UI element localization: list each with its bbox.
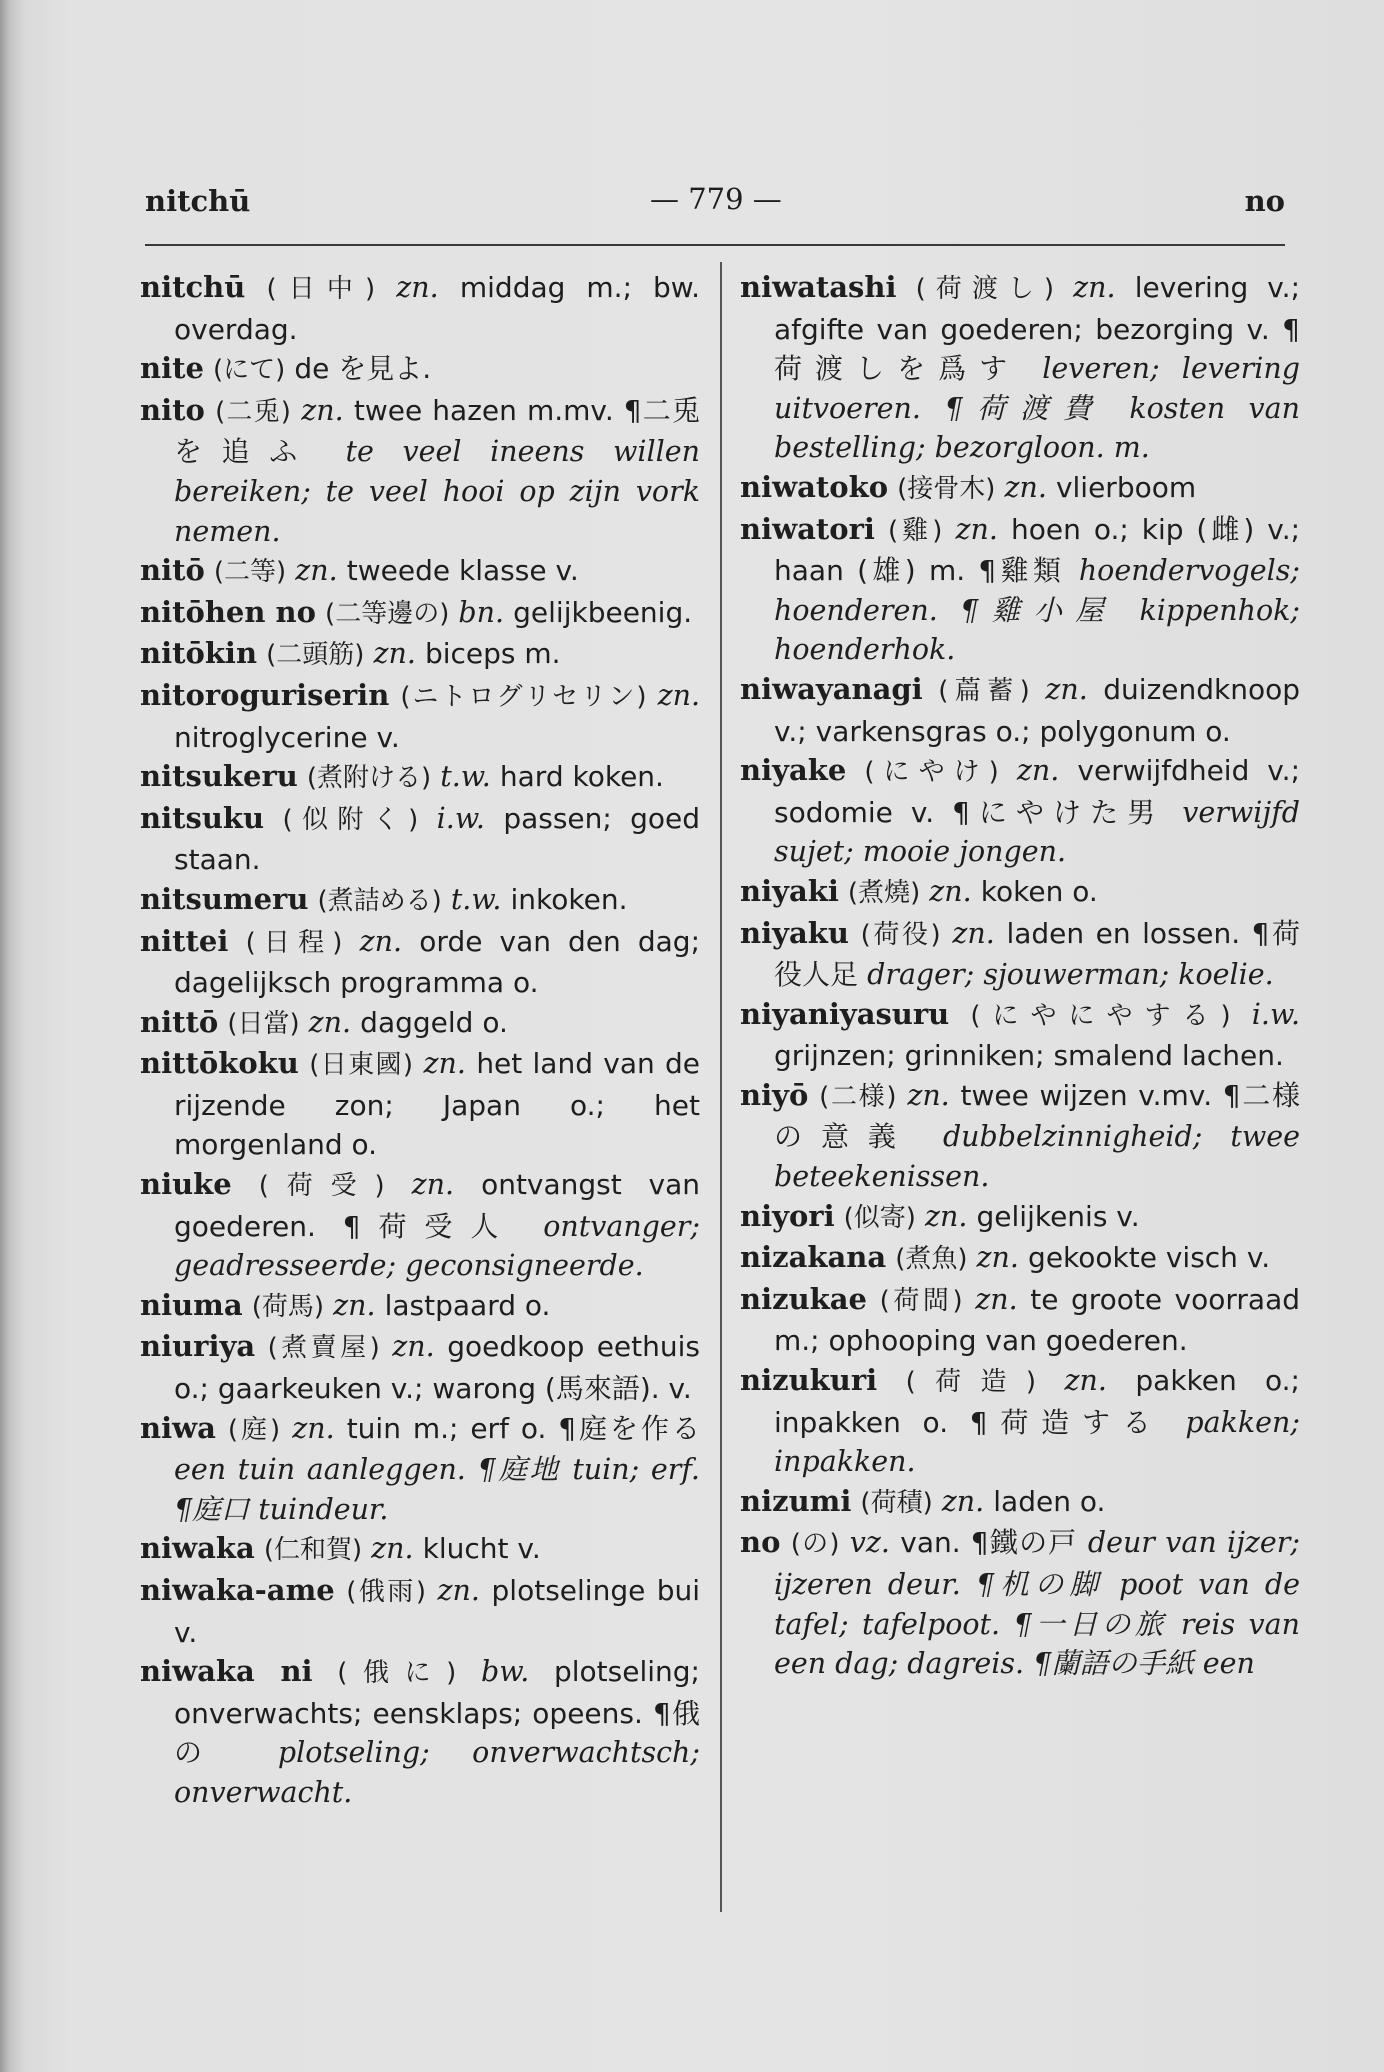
definition: grijnzen; grinniken; smalend lachen. — [774, 1039, 1284, 1073]
dictionary-entry — [140, 1044, 700, 1165]
dictionary-entry — [740, 914, 1300, 995]
example: dubbelzinnigheid; twee beteekenissen. — [774, 1120, 1300, 1194]
dictionary-entry — [140, 349, 700, 391]
kanji-form: (煮賣屋) — [267, 1333, 380, 1364]
dictionary-entry — [140, 634, 700, 676]
headword: nitsukeru — [140, 759, 298, 794]
header-rule — [145, 244, 1285, 246]
kanji-form: (荷積) — [860, 1487, 933, 1518]
definition: daggeld o. — [360, 1005, 508, 1039]
grammar-label: bn. — [458, 595, 505, 629]
headword: nittei — [140, 923, 229, 958]
grammar-label: t.w. — [440, 760, 491, 794]
grammar-label: zn. — [423, 1047, 466, 1081]
example: een tuin aanleggen. ¶庭地 tuin; erf. ¶庭口 tuindeur. — [174, 1453, 700, 1526]
running-head-right: no — [1244, 184, 1285, 218]
dictionary-entry — [140, 1529, 700, 1571]
headword: niwatoko — [740, 469, 889, 504]
kanji-form: (荷受) — [258, 1171, 385, 1202]
headword: nizakana — [740, 1240, 887, 1275]
kanji-form: (雞) — [888, 515, 943, 546]
headword: niyaniyasuru — [740, 996, 950, 1031]
grammar-label: zn. — [976, 1241, 1019, 1275]
grammar-label: zn. — [411, 1168, 455, 1202]
example: plotseling; onverwachtsch; onverwacht. — [174, 1736, 700, 1809]
headword: nittō — [140, 1004, 219, 1039]
kanji-form: (煮燒) — [847, 877, 921, 908]
headword: nitsumeru — [140, 881, 309, 916]
running-head — [145, 184, 1285, 224]
headword: niuriya — [140, 1329, 256, 1364]
definition: gelijkenis v. — [976, 1199, 1140, 1233]
definition: twee hazen m.mv. ¶二兎を追ふ — [174, 393, 700, 469]
headword: nitōkin — [140, 636, 258, 671]
kanji-form: (二等邊の) — [325, 598, 450, 629]
grammar-label: zn. — [437, 1574, 480, 1607]
grammar-label: zn. — [975, 1282, 1018, 1316]
headword: niyaki — [740, 873, 839, 908]
grammar-label: bw. — [481, 1655, 530, 1689]
grammar-label: zn. — [1045, 672, 1088, 706]
left-column — [140, 268, 700, 1813]
grammar-label: zn. — [929, 874, 972, 908]
dictionary-entry — [140, 1003, 700, 1045]
definition: plotseling; onverwachts; eensklaps; opeens. ¶俄の — [174, 1655, 700, 1770]
grammar-label: i.w. — [1251, 997, 1301, 1031]
headword: niyori — [740, 1198, 835, 1233]
definition: klucht v. — [422, 1532, 541, 1566]
definition: tuin m.; erf o. ¶庭を作る — [346, 1411, 700, 1445]
grammar-label: zn. — [295, 554, 338, 588]
definition: de を見よ. — [294, 352, 432, 386]
definition: hoen o.; kip (雌) v.; haan (雄) m. ¶雞類 — [774, 512, 1301, 588]
definition: twee wijzen v.mv. ¶二様の意義 — [774, 1078, 1300, 1154]
definition: lastpaard o. — [384, 1288, 551, 1322]
grammar-label: zn. — [371, 1532, 414, 1566]
grammar-label: zn. — [396, 271, 439, 304]
dictionary-entry — [740, 1076, 1300, 1197]
grammar-label: t.w. — [450, 882, 502, 916]
headword: niwaka — [140, 1531, 255, 1566]
definition: ontvangst van goederen. ¶荷受人 — [174, 1168, 701, 1243]
headword: niwayanagi — [740, 671, 923, 706]
definition: inkoken. — [510, 882, 628, 916]
definition: duizendknoop v.; varkensgras o.; polygonum o. — [774, 672, 1301, 748]
kanji-form: (日程) — [245, 927, 343, 958]
headword: niyake — [740, 753, 847, 788]
definition: levering v.; afgifte van goederen; bezorging v. ¶荷渡しを爲す — [774, 271, 1301, 386]
dictionary-entry — [140, 1327, 700, 1408]
kanji-form: (二様) — [819, 1081, 897, 1112]
definition: te groote voorraad m.; ophooping van goederen. — [774, 1282, 1300, 1358]
dictionary-entry — [140, 1652, 700, 1812]
headword: niwatori — [740, 511, 875, 546]
headword: nito — [140, 392, 205, 427]
grammar-label: zn. — [292, 1411, 335, 1445]
definition: gelijkbeenig. — [513, 595, 693, 629]
definition: het land van de rijzende zon; Japan o.; het morgenland o. — [174, 1047, 700, 1162]
grammar-label: zn. — [1016, 754, 1060, 788]
kanji-form: (二等) — [213, 557, 287, 588]
headword: nitōhen no — [140, 594, 316, 629]
headword: nizukuri — [740, 1363, 878, 1398]
kanji-form: (にやにやする) — [970, 1000, 1231, 1031]
headword: no — [740, 1525, 781, 1560]
headword: niyaku — [740, 915, 849, 950]
definition: goedkoop eethuis o.; gaarkeuken v.; warong (馬來語). v. — [174, 1330, 700, 1406]
definition: plotselinge bui v. — [174, 1574, 700, 1649]
dictionary-entry — [140, 551, 700, 593]
dictionary-entry — [140, 1165, 700, 1286]
grammar-label: zn. — [1073, 271, 1116, 304]
kanji-form: (日中) — [266, 274, 376, 304]
headword: nizukae — [740, 1281, 867, 1316]
definition: vlierboom — [1055, 470, 1197, 504]
headword: nitsuku — [140, 800, 265, 835]
definition: gekookte visch v. — [1028, 1241, 1271, 1275]
dictionary-entry — [740, 872, 1300, 914]
definition: middag m.; bw. overdag. — [174, 271, 701, 346]
kanji-form: (俄雨) — [346, 1577, 426, 1607]
dictionary-entry — [740, 1361, 1300, 1482]
kanji-form: (仁和賀) — [263, 1535, 363, 1566]
definition: passen; goed staan. — [174, 801, 701, 877]
grammar-label: zn. — [1064, 1364, 1107, 1398]
example: deur van ijzer; ijzeren deur. ¶机の脚 poot van de tafel; tafelpoot. ¶一日の旅 reis van een dag; dagreis. ¶蘭語の手紙 een — [774, 1526, 1301, 1681]
column-divider — [720, 262, 722, 1912]
headword: niuke — [140, 1167, 232, 1202]
headword: nitchū — [140, 270, 246, 304]
kanji-form: (二兎) — [215, 396, 291, 427]
page-number: — 779 — — [650, 182, 782, 216]
definition: laden o. — [993, 1484, 1106, 1518]
grammar-label: zn. — [955, 512, 998, 546]
example: ontvanger; geadresseerde; geconsigneerde. — [174, 1209, 701, 1283]
headword: nitoroguriserin — [140, 677, 390, 712]
running-head-left: nitchū — [145, 184, 251, 218]
kanji-form: (荷閊) — [879, 1285, 963, 1316]
example: pakken; inpakken. — [774, 1405, 1300, 1479]
dictionary-entry — [740, 268, 1300, 468]
kanji-form: (日當) — [227, 1008, 300, 1039]
grammar-label: zn. — [333, 1288, 376, 1322]
dictionary-entry — [740, 1280, 1300, 1361]
kanji-form: (荷馬) — [251, 1291, 325, 1322]
dictionary-entry — [740, 468, 1300, 510]
headword: nittōkoku — [140, 1046, 299, 1081]
example: te veel ineens willen bereiken; te veel hooi op zijn vork nemen. — [174, 435, 700, 548]
dictionary-entry — [140, 593, 700, 635]
dictionary-entry — [740, 1482, 1300, 1524]
kanji-form: (煮魚) — [895, 1244, 968, 1275]
headword: niwaka-ame — [140, 1573, 335, 1607]
grammar-label: zn. — [925, 1199, 968, 1233]
headword: niwatashi — [740, 270, 897, 304]
kanji-form: (似附く) — [282, 804, 419, 835]
grammar-label: zn. — [301, 393, 344, 427]
headword: nite — [140, 351, 204, 386]
dictionary-entry — [140, 799, 700, 880]
dictionary-entry — [740, 751, 1300, 872]
grammar-label: zn. — [359, 924, 403, 958]
grammar-label: zn. — [308, 1005, 352, 1039]
kanji-form: (煮附ける) — [306, 763, 432, 794]
grammar-label: vz. — [849, 1526, 890, 1560]
definition: tweede klasse v. — [346, 554, 579, 588]
dictionary-entry — [740, 1197, 1300, 1239]
kanji-form: (俄に) — [337, 1658, 457, 1689]
kanji-form: (荷役) — [860, 919, 941, 950]
kanji-form: (にて) — [213, 355, 286, 386]
dictionary-entry — [140, 1409, 700, 1530]
kanji-form: (荷渡し) — [915, 274, 1055, 304]
definition: van. ¶鐵の戸 — [900, 1526, 1078, 1560]
example: leveren; levering uitvoeren. ¶荷渡費 kosten van bestelling; bezorgloon. m. — [774, 352, 1300, 465]
headword: nizumi — [740, 1483, 852, 1518]
dictionary-entry — [140, 676, 700, 757]
definition: hard koken. — [499, 760, 664, 794]
right-column — [740, 268, 1300, 1684]
kanji-form: (萹蓄) — [938, 675, 1030, 706]
example: verwijfd sujet; mooie jongen. — [774, 795, 1300, 869]
grammar-label: zn. — [941, 1484, 985, 1518]
grammar-label: zn. — [952, 916, 995, 950]
headword: niwaka ni — [140, 1654, 313, 1689]
kanji-form: (接骨木) — [897, 473, 996, 504]
dictionary-entry — [140, 880, 700, 922]
dictionary-entry — [740, 510, 1300, 670]
definition: biceps m. — [424, 637, 561, 671]
definition: pakken o.; inpakken o. ¶荷造する — [774, 1364, 1300, 1439]
headword: nitō — [140, 553, 205, 588]
dictionary-entry — [740, 670, 1300, 751]
kanji-form: (荷造) — [905, 1367, 1037, 1398]
example: drager; sjouwerman; koelie. — [867, 958, 1274, 992]
kanji-form: (煮詰める) — [317, 885, 442, 916]
headword: niyō — [740, 1077, 809, 1112]
kanji-form: (庭) — [227, 1414, 281, 1445]
dictionary-entry — [740, 1523, 1300, 1683]
kanji-form: (日東國) — [309, 1050, 414, 1081]
dictionary-entry — [140, 268, 700, 349]
grammar-label: i.w. — [436, 801, 485, 835]
dictionary-entry — [140, 1571, 700, 1652]
grammar-label: zn. — [657, 678, 701, 712]
kanji-form: (二頭筋) — [266, 640, 365, 671]
definition: verwijfdheid v.; sodomie v. ¶にやけた男 — [774, 754, 1301, 829]
kanji-form: (似寄) — [843, 1202, 916, 1233]
example: hoendervogels; hoenderen. ¶雞小屋 kippenhok; hoenderhok. — [774, 554, 1300, 667]
grammar-label: zn. — [373, 637, 416, 671]
dictionary-entry — [740, 995, 1300, 1076]
grammar-label: zn. — [1004, 470, 1047, 504]
grammar-label: zn. — [907, 1078, 950, 1112]
dictionary-entry — [140, 922, 700, 1003]
dictionary-entry — [140, 391, 700, 551]
definition: nitroglycerine v. — [174, 720, 400, 754]
kanji-form: (ニトログリセリン) — [400, 681, 647, 712]
definition: koken o. — [980, 874, 1098, 908]
definition: laden en lossen. ¶荷役人足 — [774, 916, 1301, 992]
kanji-form: (の) — [790, 1529, 840, 1560]
dictionary-entry — [740, 1238, 1300, 1280]
headword: niwa — [140, 1410, 216, 1445]
dictionary-entry — [140, 1286, 700, 1328]
definition: orde van den dag; dagelijksch programma o. — [174, 924, 701, 1000]
kanji-form: (にやけ) — [864, 757, 999, 788]
headword: niuma — [140, 1287, 243, 1322]
grammar-label: zn. — [392, 1330, 435, 1364]
dictionary-entry — [140, 757, 700, 799]
